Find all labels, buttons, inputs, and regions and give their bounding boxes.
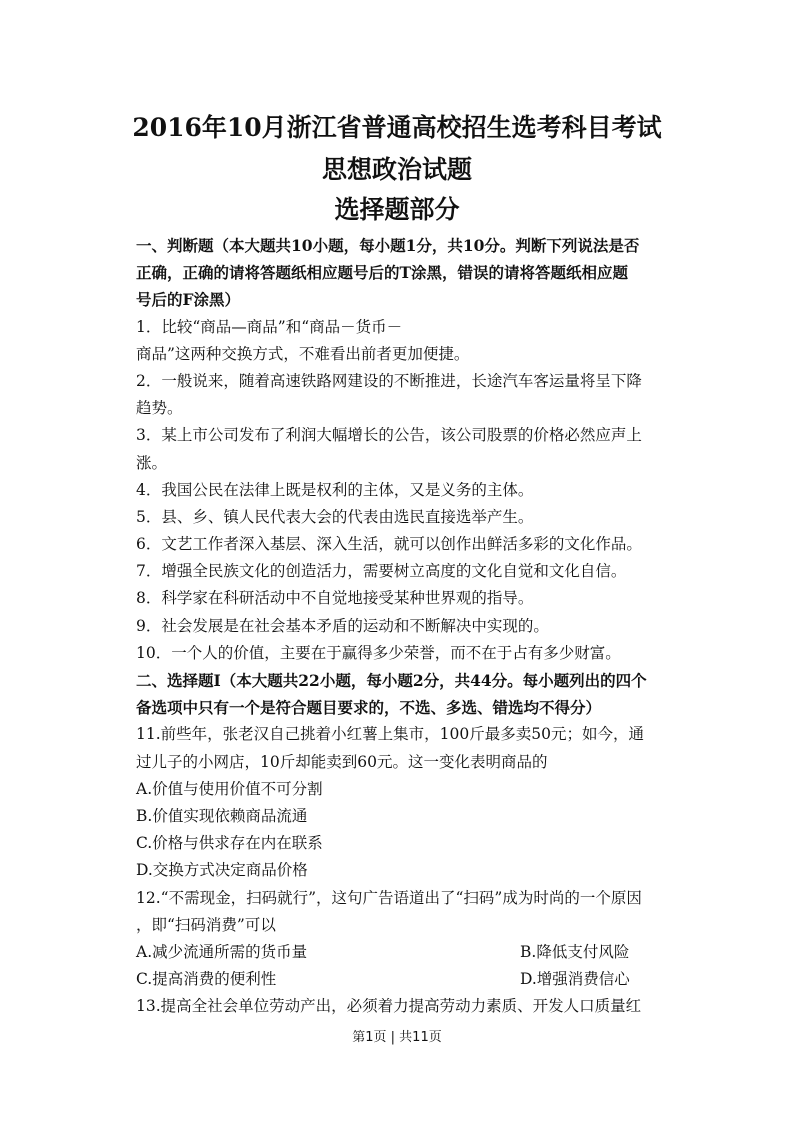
question-line: 7．增强全民族文化的创造活力，需要树立高度的文化自觉和文化自信。	[136, 562, 627, 581]
option-a: A.价值与使用价值不可分割	[136, 779, 323, 798]
section2-header-line: 备选项中只有一个是符合题目要求的，不选、多选、错选均不得分）	[136, 698, 602, 718]
section1-questions	[136, 314, 664, 667]
section2-header	[136, 667, 664, 721]
page-number: 第1页 | 共11页	[352, 1030, 442, 1045]
question-11	[136, 721, 664, 884]
question-12	[136, 885, 664, 994]
question-stem-line: ，即“扫码消费”可以	[136, 915, 276, 934]
section1-header-line: 号后的F涂黑）	[136, 290, 241, 310]
question-line: 商品”这两种交换方式，不难看出前者更加便捷。	[136, 344, 470, 363]
question-line: 8．科学家在科研活动中不自觉地接受某种世界观的指导。	[136, 589, 534, 608]
question-line: 5．县、乡、镇人民代表大会的代表由选民直接选举产生。	[136, 507, 534, 526]
section-heading: 选择题部分	[334, 195, 460, 224]
option-c: C.价格与供求存在内在联系	[136, 834, 323, 853]
option-row	[136, 966, 664, 993]
question-line: 9．社会发展是在社会基本矛盾的运动和不断解决中实现的。	[136, 616, 549, 635]
question-line: 10．一个人的价值，主要在于赢得多少荣誉，而不在于占有多少财富。	[136, 643, 621, 662]
question-13	[136, 993, 664, 1020]
question-line: 涨。	[136, 453, 168, 472]
option-d: D.增强消费信心	[520, 970, 630, 989]
question-stem-line: 13.提高全社会单位劳动产出，必须着力提高劳动力素质、开发人口质量红	[136, 997, 642, 1016]
question-line: 3．某上市公司发布了利润大幅增长的公告，该公司股票的价格必然应声上	[136, 426, 642, 445]
question-stem-line: 11.前些年，张老汉自己挑着小红薯上集市，100斤最多卖50元；如今，通	[136, 725, 644, 744]
question-line: 4．我国公民在法律上既是权利的主体，又是义务的主体。	[136, 480, 534, 499]
exam-content	[136, 232, 664, 1020]
exam-title: 2016年10月浙江省普通高校招生选考科目考试	[132, 113, 662, 142]
question-stem-line: 12.“不需现金，扫码就行”，这句广告语道出了“扫码”成为时尚的一个原因	[136, 888, 642, 907]
option-c: C.提高消费的便利性	[136, 970, 277, 989]
question-line: 2．一般说来，随着高速铁路网建设的不断推进，长途汽车客运量将呈下降	[136, 371, 642, 390]
option-row	[136, 939, 664, 966]
question-line: 6．文艺工作者深入基层、深入生活，就可以创作出鲜活多彩的文化作品。	[136, 535, 642, 554]
question-line: 1．比较“商品—商品”和“商品－货币－	[136, 317, 403, 336]
option-b: B.降低支付风险	[520, 942, 630, 961]
section1-header-line: 正确，正确的请将答题纸相应题号后的T涂黑，错误的请将答题纸相应题	[136, 263, 629, 283]
question-stem-line: 过儿子的小网店，10斤却能卖到60元。这一变化表明商品的	[136, 752, 548, 771]
option-b: B.价值实现依赖商品流通	[136, 806, 308, 825]
section1-header-line: 一、判断题（本大题共10小题，每小题1分，共10分。判断下列说法是否	[136, 236, 640, 255]
section1-header	[136, 232, 664, 314]
exam-subject: 思想政治试题	[321, 155, 472, 184]
section2-header-line: 二、选择题Ⅰ（本大题共22小题，每小题2分，共44分。每小题列出的四个	[136, 671, 647, 690]
option-a: A.减少流通所需的货币量	[136, 942, 308, 961]
option-d: D.交换方式决定商品价格	[136, 861, 308, 880]
question-line: 趋势。	[136, 399, 183, 418]
